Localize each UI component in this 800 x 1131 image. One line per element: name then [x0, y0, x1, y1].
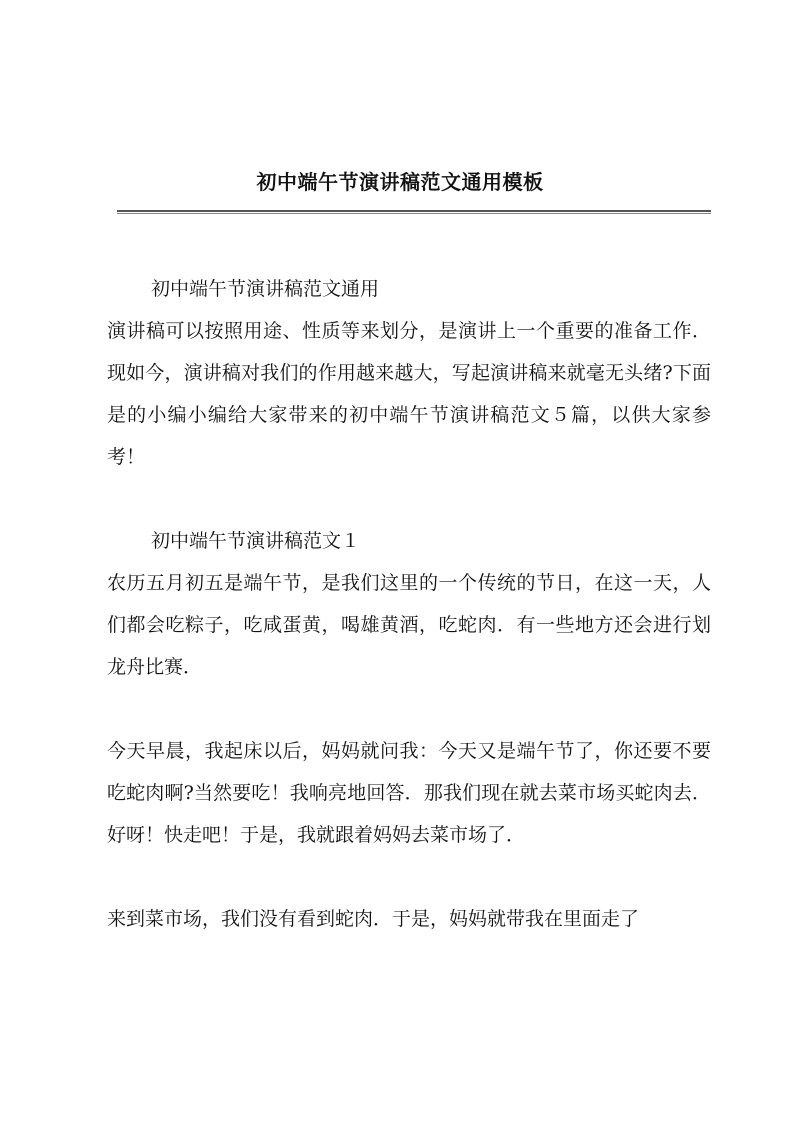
document-title: 初中端午节演讲稿范文通用模板 [256, 170, 544, 194]
essay1-heading: 初中端午节演讲稿范文１ [151, 530, 361, 552]
essay1-paragraph-2: 今天早晨，我起床以后，妈妈就问我：今天又是端午节了，你还要不要吃蛇肉啊?当然要吃！我响亮地回答．那我们现在就去菜市场买蛇肉去．好呀！快走吧！于是，我就跟着妈妈去菜市场了． [107, 740, 711, 846]
intro-paragraph: 演讲稿可以按照用途、性质等来划分，是演讲上一个重要的准备工作．现如今，演讲稿对我们的作用越来越大，写起演讲稿来就毫无头绪?下面是的小编小编给大家带来的初中端午节演讲稿范文５篇，以供大家参考！ [107, 320, 711, 468]
essay1-paragraph-3: 来到菜市场，我们没有看到蛇肉．于是，妈妈就带我在里面走了 [107, 908, 640, 930]
essay1-paragraph-1: 农历五月初五是端午节，是我们这里的一个传统的节日，在这一天，人们都会吃粽子，吃咸蛋黄，喝雄黄酒，吃蛇肉．有一些地方还会进行划龙舟比赛． [107, 572, 711, 678]
title-divider [117, 210, 711, 214]
paragraph-spacer [107, 856, 711, 898]
paragraph-spacer [107, 478, 711, 520]
document-body [107, 268, 711, 940]
paragraph-spacer [107, 688, 711, 730]
intro-heading: 初中端午节演讲稿范文通用 [151, 278, 380, 300]
